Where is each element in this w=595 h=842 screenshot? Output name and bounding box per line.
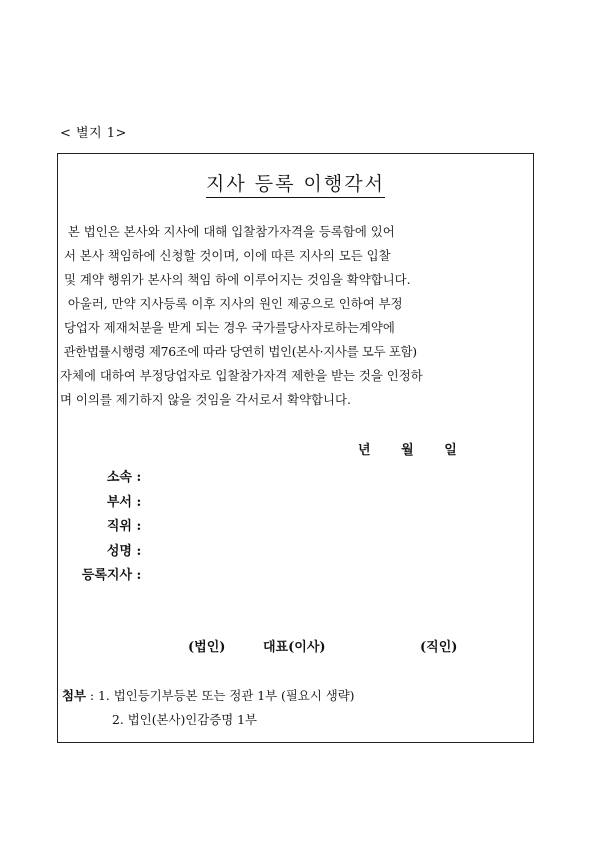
- date-month: 월: [401, 443, 414, 458]
- field-department: 부서 :: [106, 494, 142, 510]
- document-title: 지사 등록 이행각서: [58, 169, 533, 196]
- date-day: 일: [444, 443, 457, 458]
- field-affiliation: 소속 :: [106, 470, 142, 485]
- signature-corp: (법인): [188, 640, 226, 655]
- paragraph-line: 및 계약 행위가 본사의 책임 하에 이루어지는 것임을 확약합니다.: [60, 272, 411, 287]
- field-branch: 등록지사 :: [81, 568, 142, 583]
- paragraph-line: 아울러, 만약 지사등록 이후 지사의 원인 제공으로 인하여 부정: [60, 296, 403, 311]
- attachment-line-2: [62, 708, 355, 732]
- annex-label: < 별지 1>: [60, 126, 127, 141]
- signature-representative: 대표(이사): [263, 640, 326, 655]
- paragraph-line: 며 이의를 제기하지 않을 것임을 각서로서 확약합니다.: [60, 392, 351, 407]
- paragraph-line: 자체에 대하여 부정당업자로 입찰참가자격 제한을 받는 것을 인정하: [60, 368, 423, 383]
- attachment-head: 첨부: [62, 688, 86, 703]
- attachments: [62, 684, 355, 732]
- paragraph-line: 당업자 제재처분을 받게 되는 경우 국가를당사자로하는계약에: [60, 320, 395, 335]
- field-name: 성명 :: [106, 543, 142, 559]
- attachment-line-1: [62, 684, 355, 708]
- paragraph-line: 관한법률시행령 제76조에 따라 당연히 법인(본사·지사를 모두 포함): [60, 344, 417, 359]
- paragraph-commitment: [60, 220, 531, 292]
- date-year: 년: [358, 443, 371, 458]
- document-box: [57, 153, 534, 743]
- field-position: 직위 :: [106, 519, 142, 534]
- date-line: [358, 439, 457, 458]
- attachment-item-2: 2. 법인(본사)인감증명 1부: [112, 712, 257, 727]
- paragraph-sanction: [60, 292, 531, 412]
- paragraph-line: 본 법인은 본사와 지사에 대해 입찰참가자격을 등록함에 있어: [60, 224, 395, 239]
- info-fields: [62, 466, 141, 589]
- attachment-item-1: : 1. 법인등기부등본 또는 정관 1부 (필요시 생략): [89, 688, 355, 703]
- paragraph-line: 서 본사 책임하에 신청할 것이며, 이에 따른 지사의 모든 입찰: [60, 248, 391, 263]
- signature-seal: (직인): [420, 640, 458, 655]
